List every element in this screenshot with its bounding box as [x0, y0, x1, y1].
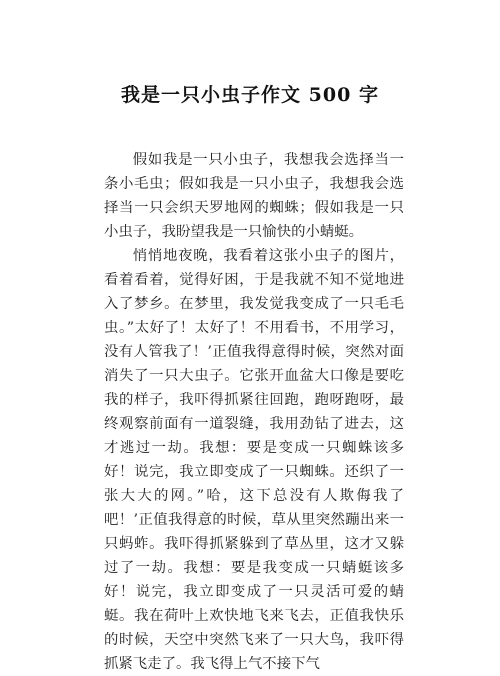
paragraph-1: 假如我是一只小虫子，我想我会选择当一条小毛虫；假如我是一只小虫子，我想我会选择当一只会织天罗地网的蜘蛛；假如我是一只小虫子，我盼望我是一只愉快的小蜻蜓。: [104, 152, 404, 240]
document-body: [104, 148, 404, 676]
document-title: 我是一只小虫子作文 500 字: [121, 84, 379, 106]
paragraph-2: 悄悄地夜晚，我看着这张小虫子的图片，看着看着，觉得好困，于是我就不知不觉地进入了梦乡。在梦里，我发觉我变成了一只毛毛虫。”太好了！太好了！不用看书，不用学习，没有人管我了！’正值我得意得时候，突然对面消失了一只大虫子。它张开血盆大口像是要吃我的样子，我吓得抓紧往回跑，跑呀跑呀，最终观察前面有一道裂缝，我用劲钻了进去，这才逃过一劫。我想：要是变成一只蜘蛛该多好！说完，我立即变成了一只蜘蛛。还织了一张大大的网。”哈，这下总没有人欺侮我了吧！’正值我得意的时候，草从里突然蹦出来一只蚂蚱。我吓得抓紧躲到了草丛里，这才又躲过了一劫。我想：要是我变成一只蜻蜓该多好！说完，我立即变成了一只灵活可爱的蜻蜓。我在荷叶上欢快地飞来飞去，正值我快乐的时候，天空中突然飞来了一只大鸟，我吓得抓紧飞走了。我飞得上气不接下气: [104, 248, 404, 672]
